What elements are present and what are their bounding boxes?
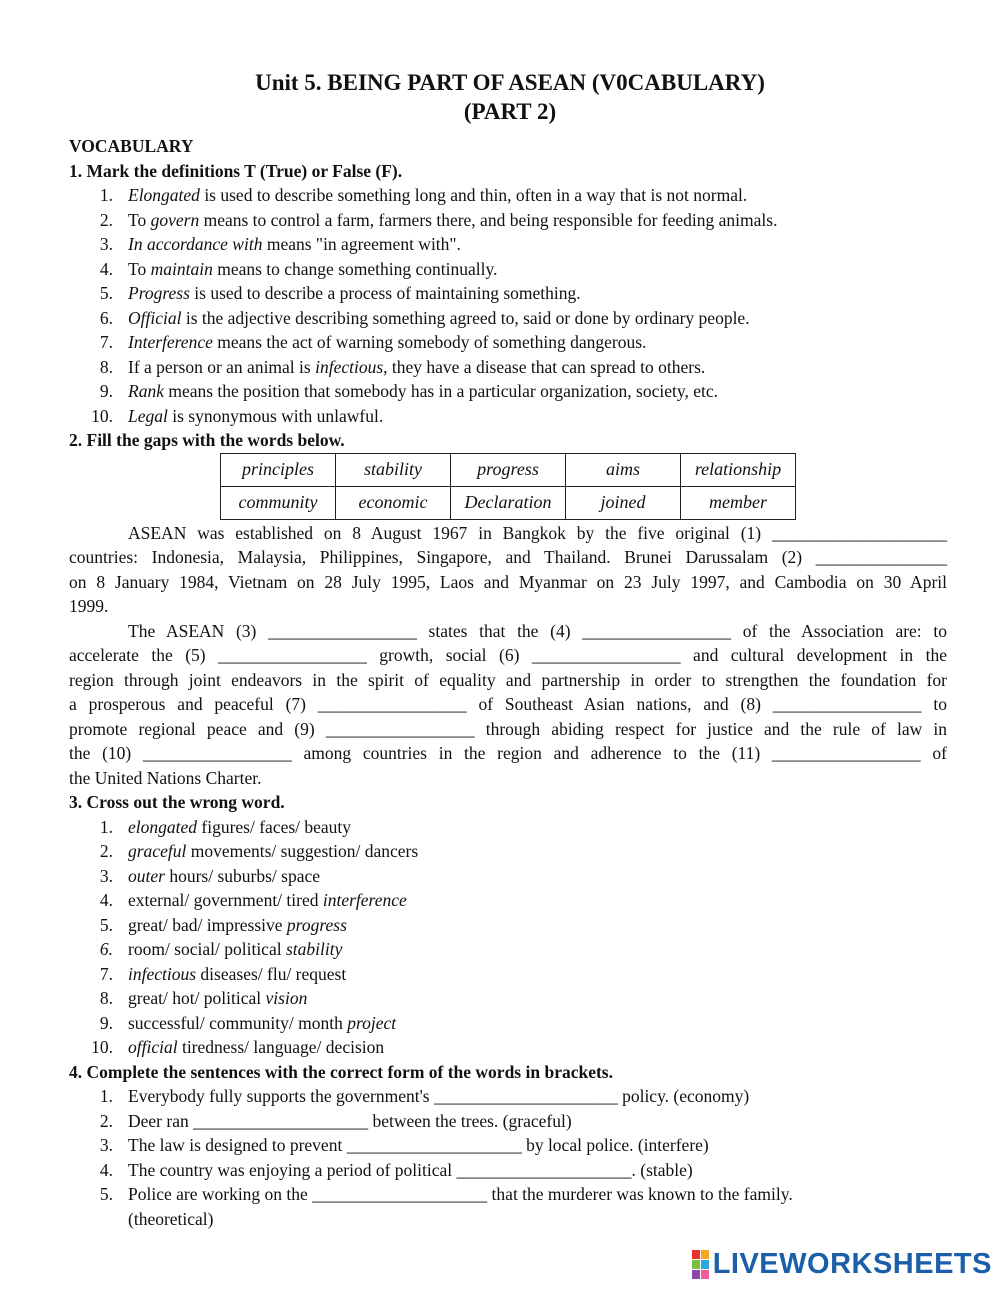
logo-block [701, 1260, 709, 1269]
logo-block [692, 1260, 700, 1269]
word-box-cell: economic [336, 486, 451, 519]
item-number: 3. [99, 865, 113, 886]
paragraph-line [69, 521, 947, 546]
paragraph-line [69, 692, 947, 717]
item-text-post: figures/ faces/ beauty [197, 816, 352, 837]
item-text-post: hours/ suburbs/ space [164, 865, 321, 886]
item-keyword: vision [265, 988, 308, 1008]
item-keyword: infectious [315, 356, 384, 377]
item-text-post: means the act of warning somebody of something dangerous. [212, 332, 647, 352]
item-text-pre: successful/ community/ month [128, 1012, 348, 1033]
item-keyword: infectious [128, 963, 197, 984]
line-text: countries: Indonesia, Malaysia, Philippines, Singapore, and Thailand. Brunei Darussalam (2) _______________ [69, 547, 947, 567]
item-text-post: is the adjective describing something agreed to, said or done by ordinary people. [181, 307, 750, 328]
list-item [69, 355, 947, 380]
logo-blocks-icon [692, 1250, 709, 1279]
item-number: 2. [99, 209, 113, 230]
item-text: Everybody fully supports the government's _____________________ policy. (economy) [128, 1086, 750, 1106]
list-item [69, 986, 947, 1011]
list-item [69, 183, 947, 208]
item-text-pre: great/ hot/ political [128, 988, 266, 1008]
word-box-row [221, 486, 796, 519]
item-text-post: means to control a farm, farmers there, and being responsible for feeding animals. [199, 209, 778, 230]
item-keyword: govern [150, 209, 200, 230]
paragraph-line [69, 643, 947, 668]
list-item [69, 1158, 947, 1183]
list-item [69, 330, 947, 355]
word-box-cell: relationship [681, 453, 796, 486]
logo-text: LIVEWORKSHEETS [712, 1248, 992, 1280]
item-keyword: Progress [128, 283, 190, 303]
word-box-cell: community [221, 486, 336, 519]
item-number: 4. [99, 890, 113, 910]
item-number: 9. [99, 1012, 113, 1033]
item-keyword: elongated [128, 816, 198, 837]
item-keyword: stability [285, 939, 343, 959]
line-text: the (10) _________________ among countries in the region and adherence to the (11) _________________ of [69, 743, 947, 763]
item-text: The country was enjoying a period of political ____________________. (stable) [128, 1159, 693, 1180]
line-text: 1999. [69, 596, 109, 616]
logo-block [701, 1270, 709, 1279]
list-item [69, 815, 947, 840]
word-box-cell: joined [566, 486, 681, 519]
word-box-cell: aims [566, 453, 681, 486]
logo-block [692, 1250, 700, 1259]
page-title [69, 68, 947, 126]
list-item [69, 888, 947, 913]
section-1-list [69, 183, 947, 428]
word-box-cell: stability [336, 453, 451, 486]
word-box-cell: principles [221, 453, 336, 486]
line-text: on 8 January 1984, Vietnam on 28 July 1995, Laos and Myanmar on 23 July 1997, and Cambodia on 30 April [69, 571, 947, 592]
item-number: 10. [91, 1037, 113, 1057]
item-keyword: Elongated [128, 185, 200, 205]
item-keyword: Legal [128, 405, 168, 426]
item-number: 8. [99, 356, 113, 377]
item-text-post: is synonymous with unlawful. [167, 405, 384, 426]
item-keyword: Official [128, 307, 182, 328]
line-text: ASEAN was established on 8 August 1967 in Bangkok by the five original (1) ____________________ [128, 522, 947, 543]
list-item [69, 257, 947, 282]
item-text: The law is designed to prevent ____________________ by local police. (interfere) [128, 1135, 709, 1155]
list-item [69, 864, 947, 889]
vocabulary-heading: VOCABULARY [69, 136, 194, 156]
line-text: the United Nations Charter. [69, 767, 262, 788]
list-item [69, 1035, 947, 1060]
item-keyword: In accordance with [128, 234, 263, 254]
item-text-post: , they have a disease that can spread to others. [383, 356, 706, 377]
worksheet-content [69, 68, 947, 1231]
item-number: 10. [91, 405, 113, 426]
section-4-list [69, 1084, 947, 1207]
item-number: 2. [99, 841, 113, 861]
line-text: accelerate the (5) _________________ growth, social (6) _________________ and cultural development in the [69, 645, 947, 665]
item-text-pre: To [128, 209, 151, 230]
item-keyword: official [128, 1037, 178, 1057]
paragraph-line [69, 668, 947, 693]
item-text-post: is used to describe a process of maintaining something. [189, 283, 581, 303]
paragraph-line [69, 766, 947, 791]
item-number: 7. [99, 963, 113, 984]
paragraph-line [69, 570, 947, 595]
item-text-post: means "in agreement with". [262, 234, 461, 254]
item-text: Deer ran ____________________ between the trees. (graceful) [128, 1110, 572, 1131]
item-text-pre: external/ government/ tired [128, 890, 323, 910]
item-keyword: Interference [128, 332, 213, 352]
section-1-heading: 1. Mark the definitions T (True) or False (F). [69, 160, 403, 181]
item-text-post: means the position that somebody has in a particular organization, society, etc. [163, 381, 718, 401]
item-text-pre: To [128, 258, 151, 279]
paragraph-line [69, 741, 947, 766]
line-text: region through joint endeavors in the spirit of equality and partnership in order to strengthen the foundation for [69, 669, 947, 690]
logo-block [701, 1250, 709, 1259]
list-item [69, 306, 947, 331]
paragraph-line [69, 619, 947, 644]
title-line-2: (PART 2) [463, 99, 557, 124]
list-item [69, 839, 947, 864]
liveworksheets-logo [692, 1249, 992, 1279]
item-text-post: tiredness/ language/ decision [177, 1037, 385, 1057]
word-box-row [221, 453, 796, 486]
list-item [69, 208, 947, 233]
item-number: 1. [99, 185, 113, 205]
word-box-cell: progress [451, 453, 566, 486]
list-item [69, 1011, 947, 1036]
item-keyword: outer [128, 865, 165, 886]
item-keyword: interference [322, 890, 407, 910]
list-item [69, 232, 947, 257]
item-keyword: project [347, 1012, 397, 1033]
list-item [69, 281, 947, 306]
item-text: Police are working on the ____________________ that the murderer was known to the family. [128, 1184, 793, 1204]
list-item [69, 1084, 947, 1109]
item-number: 5. [99, 1184, 113, 1204]
line-text: promote regional peace and (9) _________________ through abiding respect for justice and the rule of law in [69, 718, 947, 739]
list-item [69, 404, 947, 429]
item-text-pre: If a person or an animal is [128, 356, 316, 377]
section-3-list [69, 815, 947, 1060]
paragraph-line [69, 594, 947, 619]
item-number: 7. [99, 332, 113, 352]
list-item [69, 1182, 947, 1207]
word-box-cell: member [681, 486, 796, 519]
item-number: 3. [99, 234, 113, 254]
list-item [69, 1109, 947, 1134]
item-number: 6. [99, 307, 113, 328]
item-number: 5. [99, 283, 113, 303]
list-item [69, 962, 947, 987]
section-3-heading: 3. Cross out the wrong word. [69, 792, 285, 812]
paragraph-1 [69, 521, 947, 619]
item-number: 1. [99, 1086, 113, 1106]
word-box-cell: Declaration [451, 486, 566, 519]
paragraph-line [69, 545, 947, 570]
item-text-post: diseases/ flu/ request [196, 963, 347, 984]
item-number: 5. [99, 914, 113, 935]
item-number: 8. [99, 988, 113, 1008]
line-text: a prosperous and peaceful (7) _________________ of Southeast Asian nations, and (8) _________________ to [69, 694, 947, 714]
list-item [69, 937, 947, 962]
item-keyword: graceful [128, 841, 187, 861]
logo-block [692, 1270, 700, 1279]
section-4-item-5-continuation: (theoretical) [128, 1208, 214, 1229]
item-text-pre: room/ social/ political [128, 939, 286, 959]
list-item [69, 379, 947, 404]
item-number: 6. [99, 939, 113, 959]
item-keyword: progress [286, 914, 347, 935]
item-number: 1. [99, 816, 113, 837]
item-number: 9. [99, 381, 113, 401]
item-text-post: is used to describe something long and thin, often in a way that is not normal. [199, 185, 748, 205]
item-number: 4. [99, 258, 113, 279]
item-text-post: means to change something continually. [212, 258, 498, 279]
paragraph-line [69, 717, 947, 742]
item-number: 3. [99, 1135, 113, 1155]
list-item [69, 913, 947, 938]
list-item [69, 1133, 947, 1158]
item-keyword: maintain [150, 258, 213, 279]
title-line-1: Unit 5. BEING PART OF ASEAN (V0CABULARY) [255, 70, 765, 95]
section-4-heading: 4. Complete the sentences with the correct form of the words in brackets. [69, 1061, 613, 1082]
paragraph-2 [69, 619, 947, 791]
section-2-heading: 2. Fill the gaps with the words below. [69, 430, 345, 450]
item-keyword: Rank [128, 381, 164, 401]
line-text: The ASEAN (3) _________________ states that the (4) _________________ of the Association are: to [128, 620, 947, 641]
item-number: 4. [99, 1159, 113, 1180]
item-text-pre: great/ bad/ impressive [128, 914, 287, 935]
word-box [220, 453, 796, 520]
item-number: 2. [99, 1110, 113, 1131]
item-text-post: movements/ suggestion/ dancers [186, 841, 419, 861]
